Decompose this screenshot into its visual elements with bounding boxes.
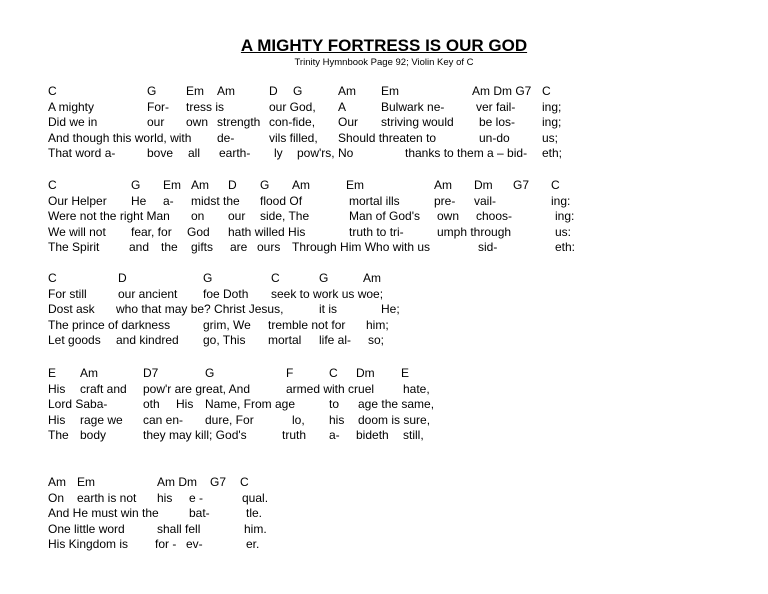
lyric: On (48, 490, 65, 505)
stanza-2 (48, 178, 748, 256)
stanza-5 (48, 475, 748, 553)
lyric: Man of God's (349, 209, 420, 224)
lyric: The prince of darkness (48, 317, 171, 332)
lyric: his (329, 412, 345, 427)
lyric: Did we in (48, 115, 98, 130)
lyric: Our (338, 115, 359, 130)
lyric-line (48, 209, 748, 225)
lyric: go, This (203, 333, 246, 348)
lyric: un-do (479, 130, 510, 145)
lyric: vils filled, (269, 130, 318, 145)
lyric: eth; (542, 146, 563, 161)
chord: Am Dm (157, 475, 197, 489)
lyric: qual. (242, 490, 269, 505)
lyric: truth to tri- (349, 224, 404, 239)
chord: G7 (210, 475, 227, 489)
lyric: foe Doth (203, 286, 249, 301)
lyric: gifts (191, 240, 214, 255)
chord: G (319, 271, 329, 285)
lyric-line (48, 194, 748, 210)
lyric: life al- (319, 333, 352, 348)
lyric: con-fide, (269, 115, 316, 130)
lyric-line (48, 537, 748, 553)
chord: Em (77, 475, 95, 489)
chord: G (260, 178, 270, 192)
lyric: He (131, 193, 147, 208)
chord: Am (363, 271, 381, 285)
chord: C (551, 178, 560, 192)
lyric: We will not (48, 224, 106, 239)
lyric: tress is (186, 99, 225, 114)
lyric-line (48, 146, 748, 162)
chord: G (293, 84, 303, 98)
lyric: ing; (542, 99, 562, 114)
lyric-line (48, 131, 748, 147)
lyric-line (48, 240, 748, 256)
chord: C (48, 271, 57, 285)
lyric: er. (246, 537, 260, 552)
chord: D7 (143, 366, 159, 380)
lyric: choos- (476, 209, 513, 224)
lyric: de- (217, 130, 235, 145)
lyric: him. (244, 521, 267, 536)
lyric: thanks to them a – bid- (405, 146, 528, 161)
chord: Dm (474, 178, 493, 192)
chord: Am (80, 366, 98, 380)
lyric: fear, for (131, 224, 172, 239)
lyric-line (48, 413, 748, 429)
lyric: umph through (437, 224, 512, 239)
chord: C (240, 475, 249, 489)
chord-line (48, 475, 748, 491)
hymn-title: A MIGHTY FORTRESS IS OUR GOD (240, 36, 528, 55)
chord: C (48, 84, 57, 98)
lyric: us; (542, 130, 559, 145)
lyric: bideth (356, 428, 389, 443)
lyric: He; (381, 302, 400, 317)
lyric: grim, We (203, 317, 251, 332)
lyric: His Kingdom is (48, 537, 129, 552)
lyric: For still (48, 286, 87, 301)
lyric: a- (163, 193, 174, 208)
lyric: midst the (191, 193, 240, 208)
lyric: seek to work us woe; (271, 286, 384, 301)
lyric: sid- (478, 240, 498, 255)
lyric: us: (555, 224, 572, 239)
lyric: Bulwark ne- (381, 99, 445, 114)
chord: C (48, 178, 57, 192)
lyric-line (48, 287, 748, 303)
lyric: For- (147, 99, 169, 114)
lyric: for - (155, 537, 177, 552)
lyric: pow'r are great, And (143, 381, 251, 396)
lyric: truth (282, 428, 307, 443)
chord: C (329, 366, 338, 380)
lyric: One little word (48, 521, 125, 536)
chord: E (48, 366, 57, 380)
chord: Am (48, 475, 66, 489)
chord: Am (191, 178, 209, 192)
lyric: hate, (403, 381, 430, 396)
lyric: bat- (189, 506, 210, 521)
lyric: hath willed His (228, 224, 306, 239)
chord-line (48, 366, 748, 382)
lyric-line (48, 100, 748, 116)
lyric: vail- (474, 193, 497, 208)
lyric: who that may be? Christ Jesus, (116, 302, 284, 317)
lyric: oth (143, 397, 160, 412)
lyric: rage we (80, 412, 123, 427)
lyric-line (48, 333, 748, 349)
lyric: ing: (551, 193, 571, 208)
chord-line (48, 178, 748, 194)
lyric: ly (274, 146, 283, 161)
lyric: earth is not (77, 490, 137, 505)
chord-line (48, 84, 748, 100)
lyric: tle. (246, 506, 263, 521)
lyric: Were not the right Man (48, 209, 170, 224)
lyric: own (186, 115, 209, 130)
lyric: Should threaten to (338, 130, 437, 145)
lyric: A (338, 99, 347, 114)
chord: G (131, 178, 141, 192)
lyric-line (48, 397, 748, 413)
chord: Em (381, 84, 399, 98)
lyric: bove (147, 146, 174, 161)
chord: Am Dm G7 (472, 84, 532, 98)
lyric: pre- (434, 193, 456, 208)
chord: G7 (513, 178, 530, 192)
lyric: armed with cruel (286, 381, 375, 396)
lyric: That word a- (48, 146, 116, 161)
lyric: Name, From age (205, 397, 296, 412)
lyric: our (147, 115, 165, 130)
lyric: earth- (219, 146, 251, 161)
lyric: strength (217, 115, 261, 130)
lyric: And He must win the (48, 506, 159, 521)
lyric-line (48, 522, 748, 538)
lyric: And though this world, with (48, 130, 192, 145)
lyric: so; (368, 333, 385, 348)
lyric: His (176, 397, 194, 412)
chord: C (271, 271, 280, 285)
lyric-line (48, 428, 748, 444)
lyric: own (437, 209, 460, 224)
lyric: Lord Saba- (48, 397, 108, 412)
lyric-line (48, 382, 748, 398)
lyric-line (48, 491, 748, 507)
lyric: e - (189, 490, 204, 505)
chord: Dm (356, 366, 375, 380)
lyric: can en- (143, 412, 184, 427)
lyric: ours (257, 240, 281, 255)
chord: Am (338, 84, 356, 98)
lyric-line (48, 318, 748, 334)
lyric-line (48, 302, 748, 318)
chord: G (205, 366, 215, 380)
lyric: the (161, 240, 178, 255)
chord: E (401, 366, 410, 380)
lyric: they may kill; God's (143, 428, 247, 443)
chord: G (147, 84, 157, 98)
lyric: ev- (186, 537, 203, 552)
chord: G (203, 271, 213, 285)
stanza-4 (48, 366, 748, 444)
lyric: are (230, 240, 248, 255)
lyric: and kindred (116, 333, 179, 348)
lyric: His (48, 412, 66, 427)
lyric: it is (319, 302, 337, 317)
lyric: ing; (542, 115, 562, 130)
lyric: still, (403, 428, 424, 443)
lyric: The Spirit (48, 240, 100, 255)
hymn-subtitle: Trinity Hymnbook Page 92; Violin Key of C (294, 57, 474, 68)
lyric: Through Him Who with us (292, 240, 431, 255)
lyric: Our Helper (48, 193, 107, 208)
lyric-line (48, 115, 748, 131)
lyric: dure, For (205, 412, 254, 427)
chord: F (286, 366, 294, 380)
lyric: ing: (555, 209, 575, 224)
lyric: our (228, 209, 246, 224)
lyric: tremble not for (268, 317, 346, 332)
lyric: and (129, 240, 150, 255)
chord-line (48, 271, 748, 287)
lyric: The (48, 428, 69, 443)
chord: Am (217, 84, 235, 98)
chord: Am (434, 178, 452, 192)
stanza-1 (48, 84, 748, 162)
lyric: God (187, 224, 210, 239)
lyric: ver fail- (476, 99, 516, 114)
lyric: our God, (269, 99, 316, 114)
lyric: craft and (80, 381, 127, 396)
lyric: be los- (479, 115, 516, 130)
chord: Em (186, 84, 204, 98)
lyric: eth: (555, 240, 576, 255)
chord: Am (292, 178, 310, 192)
lyric: on (191, 209, 205, 224)
lyric: him; (366, 317, 389, 332)
chord: D (118, 271, 127, 285)
lyric: mortal (268, 333, 302, 348)
lyric: doom is sure, (358, 412, 431, 427)
lyric: A mighty (48, 99, 95, 114)
lyric: age the same, (358, 397, 435, 412)
lyric-line (48, 225, 748, 241)
chord: Em (346, 178, 364, 192)
lyric: lo, (292, 412, 305, 427)
chord: Em (163, 178, 181, 192)
lyric-line (48, 506, 748, 522)
lyric: body (80, 428, 107, 443)
chord: D (228, 178, 237, 192)
stanza-3 (48, 271, 748, 349)
lyric: Let goods (48, 333, 101, 348)
lyric: mortal ills (349, 193, 400, 208)
lyric: striving would (381, 115, 454, 130)
lyric: a- (329, 428, 340, 443)
lyric: his (157, 490, 173, 505)
lyric: His (48, 381, 66, 396)
lyric: pow'rs, No (297, 146, 354, 161)
chord: C (542, 84, 551, 98)
lyric: side, The (260, 209, 310, 224)
chord: D (269, 84, 278, 98)
lyric: flood Of (260, 193, 303, 208)
lyric: all (188, 146, 201, 161)
lyric: Dost ask (48, 302, 95, 317)
lyric: shall fell (157, 521, 201, 536)
lyric: to (329, 397, 340, 412)
lyric: our ancient (118, 286, 178, 301)
